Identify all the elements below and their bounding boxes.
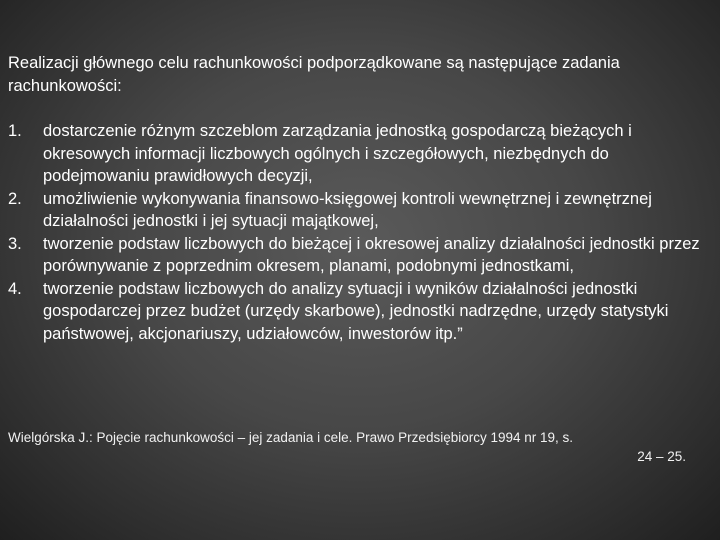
list-item <box>8 188 714 233</box>
list-number: 2. <box>8 189 22 208</box>
list-number: 4. <box>8 279 22 298</box>
list-item-text: tworzenie podstaw liczbowych do bieżącej i okresowej analizy działalności jednostki przez porównywanie z poprzednim okresem, planami, podobnymi jednostkami, <box>43 234 700 275</box>
list-item <box>8 278 714 346</box>
citation-pages: 24 – 25. <box>637 449 686 464</box>
citation-text: Wielgórska J.: Pojęcie rachunkowości – jej zadania i cele. Prawo Przedsiębiorcy 1994 nr 19, s. <box>8 430 574 445</box>
list-item-text: dostarczenie różnym szczeblom zarządzania jednostką gospodarczą bieżących i okresowych informacji liczbowych ogólnych i szczegółowych, niezbędnych do podejmowaniu prawidłowych decyzji, <box>43 122 632 185</box>
intro-text: Realizacji głównego celu rachunkowości podporządkowane są następujące zadania rachunkowości: <box>8 54 620 95</box>
list-item <box>8 233 714 278</box>
citation <box>8 428 686 466</box>
list-item <box>8 120 714 188</box>
list-number: 1. <box>8 122 22 140</box>
task-list <box>8 120 714 345</box>
list-item-text: tworzenie podstaw liczbowych do analizy sytuacji i wyników działalności jednostki gospodarczej przez budżet (urzędy skarbowe), jednostki nadrzędne, urzędy statystyki państwowej, akcjonariuszy, udziałowców, inwestorów itp.” <box>43 279 669 343</box>
list-number: 3. <box>8 234 22 253</box>
list-item-text: umożliwienie wykonywania finansowo-księgowej kontroli wewnętrznej i zewnętrznej działalności jednostki i jej sytuacji majątkowej, <box>43 189 652 230</box>
